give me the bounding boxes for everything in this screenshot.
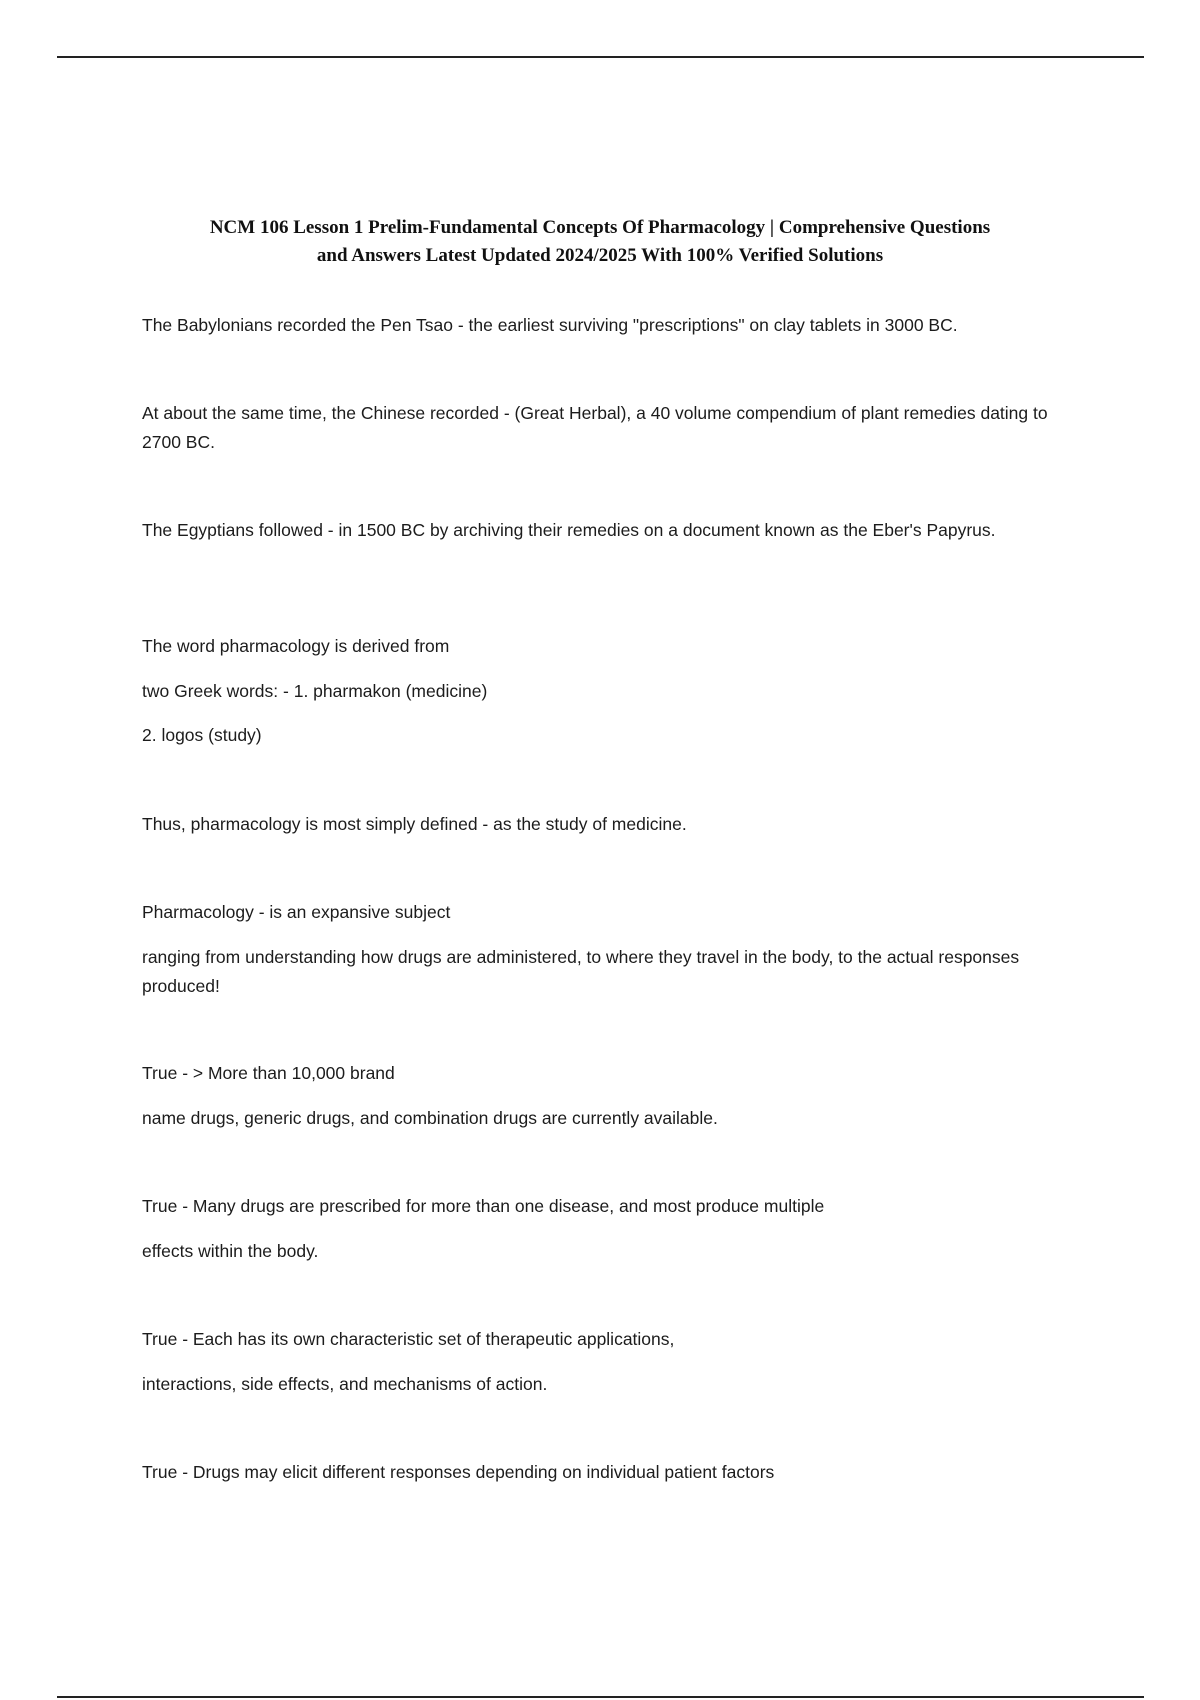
paragraph-patient-factors: True - Drugs may elicit different responses depending on individual patient factors xyxy=(142,1462,775,1482)
paragraph-name-drugs: name drugs, generic drugs, and combination drugs are currently available. xyxy=(142,1108,718,1128)
top-rule xyxy=(57,56,1144,58)
paragraph-ranging: ranging from understanding how drugs are administered, to where they travel in the body, to the actual responses produced! xyxy=(142,947,1020,996)
title-line-2: and Answers Latest Updated 2024/2025 With 100% Verified Solutions xyxy=(316,245,884,266)
document-title xyxy=(120,214,1080,270)
paragraph-interactions: interactions, side effects, and mechanisms of action. xyxy=(142,1374,548,1394)
title-line-1: NCM 106 Lesson 1 Prelim-Fundamental Concepts Of Pharmacology | Comprehensive Questions xyxy=(209,217,991,238)
paragraph-expansive-subject: Pharmacology - is an expansive subject xyxy=(142,902,451,922)
paragraph-chinese: At about the same time, the Chinese recorded - (Great Herbal), a 40 volume compendium of plant remedies dating to 2700 BC. xyxy=(142,403,1048,452)
paragraph-definition: Thus, pharmacology is most simply defined - as the study of medicine. xyxy=(142,814,687,834)
paragraph-word-origin: The word pharmacology is derived from xyxy=(142,636,450,656)
paragraph-greek-words: two Greek words: - 1. pharmakon (medicine) xyxy=(142,681,488,701)
paragraph-babylonians: The Babylonians recorded the Pen Tsao - the earliest surviving "prescriptions" on clay tablets in 3000 BC. xyxy=(142,315,958,335)
bottom-rule xyxy=(57,1696,1144,1698)
paragraph-brand-drugs: True - > More than 10,000 brand xyxy=(142,1063,395,1083)
paragraph-characteristic-set: True - Each has its own characteristic set of therapeutic applications, xyxy=(142,1329,675,1349)
paragraph-many-drugs: True - Many drugs are prescribed for more than one disease, and most produce multiple xyxy=(142,1196,825,1216)
paragraph-logos: 2. logos (study) xyxy=(142,725,262,745)
paragraph-effects: effects within the body. xyxy=(142,1241,319,1261)
paragraph-egyptians: The Egyptians followed - in 1500 BC by archiving their remedies on a document known as the Eber's Papyrus. xyxy=(142,520,996,540)
